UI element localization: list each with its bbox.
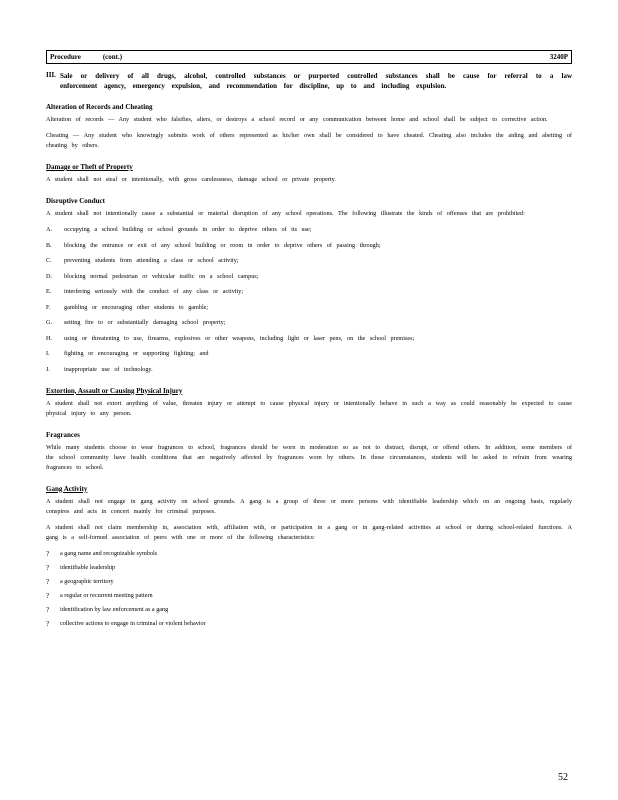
list-item [46, 577, 572, 587]
list-item [46, 591, 572, 601]
list-letter: C. [46, 257, 52, 264]
list-text: occupying a school building or school grounds in order to deprive others of its use; [64, 226, 312, 233]
damage-heading: Damage or Theft of Property [46, 163, 133, 171]
offense-list [46, 225, 572, 375]
list-item [46, 563, 572, 573]
bullet-glyph: ? [46, 619, 50, 628]
list-item [46, 303, 572, 313]
list-item [46, 287, 572, 297]
list-text: fighting or encouraging or supporting fighting; and [64, 350, 209, 357]
section-iii-text: Sale or delivery of all drugs, alcohol, controlled substances or purported controlled substances shall be cause for referral to a law enforcement agency, emergency expulsion, and recommendation for discipline, up to and including expulsion. [60, 72, 572, 90]
list-letter: A. [46, 226, 53, 233]
list-text: preventing students from attending a class or school activity; [64, 257, 239, 264]
bullet-glyph: ? [46, 605, 50, 614]
extortion-paragraph: A student shall not extort anything of value, threaten injury or attempt to cause physical injury or intentionally behave in such a way as could reasonably be expected to cause physical injury to any person. [46, 399, 572, 417]
list-item [46, 318, 572, 328]
list-text: a gang name and recognizable symbols [60, 549, 158, 557]
damage-paragraph: A student shall not steal or intentionally, with gross carelessness, damage school or private property. [46, 176, 336, 183]
list-letter: I. [46, 350, 50, 357]
list-text: collective actions to engage in criminal or violent behavior [60, 619, 206, 627]
page-number: 52 [558, 772, 568, 783]
extortion-heading: Extortion, Assault or Causing Physical Injury [46, 386, 183, 395]
list-letter: G. [46, 319, 53, 326]
disruptive-heading: Disruptive Conduct [46, 197, 105, 205]
bullet-glyph: ? [46, 577, 50, 586]
list-letter: F. [46, 303, 51, 311]
bullet-glyph: ? [46, 591, 50, 600]
alteration-paragraph: Alteration of records — Any student who falsifies, alters, or destroys a school record or any communication between home and school shall be subject to corrective action. [46, 116, 548, 123]
list-item [46, 619, 572, 629]
alteration-heading: Alteration of Records and Cheating [46, 103, 153, 111]
list-text: gambling or encouraging other students to gamble; [64, 303, 209, 311]
procedure-header [46, 50, 572, 64]
header-left [50, 53, 144, 61]
list-letter: D. [46, 272, 53, 280]
list-item [46, 605, 572, 615]
list-letter: J. [46, 365, 50, 373]
section-number: III. [46, 71, 56, 79]
list-item [46, 365, 572, 375]
list-text: a regular or recurrent meeting pattern [60, 591, 153, 599]
list-text: blocking the entrance or exit of any school building or room in order to deprive others of passing through; [64, 241, 381, 249]
fragrances-heading: Fragrances [46, 430, 80, 439]
list-letter: H. [46, 334, 53, 342]
list-item [46, 549, 572, 559]
gang-paragraph-1: A student shall not engage in gang activity on school grounds. A gang is a group of three or more persons with identifiable leadership which on an ongoing basis, regularly conspires and acts in concert mainly for criminal purposes. [46, 497, 572, 515]
cont-label: (cont.) [102, 53, 123, 61]
gang-heading: Gang Activity [46, 484, 88, 493]
list-text: inappropriate use of technology. [64, 365, 153, 373]
fragrances-paragraph: While many students choose to wear fragrances to school, fragrances should be worn in moderation so as not to distract, disrupt, or offend others. In addition, some members of the school community have health conditions that are negatively affected by fragrances worn by others. In those circumstances, students will be asked to refrain from wearing fragrances to school. [46, 443, 572, 471]
list-item [46, 241, 572, 251]
bullet-glyph: ? [46, 549, 50, 558]
list-item [46, 225, 572, 235]
list-text: identifiable leadership [60, 563, 116, 571]
cheating-paragraph: Cheating — Any student who knowingly submits work of others represented as his/her own shall be considered to have cheated. Cheating also includes the aiding and abetting of cheating by others. [46, 132, 572, 149]
gang-characteristics-list [46, 549, 572, 629]
list-item [46, 272, 572, 282]
section-iii [46, 71, 572, 91]
list-text: interfering seriously with the conduct of any class or activity; [64, 288, 244, 295]
list-letter: E. [46, 288, 52, 295]
procedure-label: Procedure [50, 53, 81, 61]
gang-paragraph-2: A student shall not claim membership in, association with, affiliation with, or participation in a gang or in gang-related activities at school or during school-related functions. A gang is a self-formed association of peers with one or more of the following characteristics: [46, 523, 572, 541]
list-text: identification by law enforcement as a gang [60, 605, 169, 613]
list-item [46, 334, 572, 344]
bullet-glyph: ? [46, 563, 50, 572]
list-item [46, 349, 572, 359]
list-text: using or threatening to use, firearms, explosives or other weapons, including light or laser pens, on the school premises; [64, 334, 415, 342]
disruptive-paragraph: A student shall not intentionally cause a substantial or material disruption of any school operations. The following illustrate the kinds of offenses that are prohibited: [46, 210, 525, 217]
document-page [46, 50, 572, 633]
list-text: blocking normal pedestrian or vehicular traffic on a school campus; [64, 272, 259, 280]
list-letter: B. [46, 241, 52, 249]
procedure-code: 3240P [549, 53, 568, 61]
list-text: a geographic territory [60, 577, 114, 585]
list-item [46, 256, 572, 266]
list-text: setting fire to or substantially damaging school property; [64, 319, 226, 326]
